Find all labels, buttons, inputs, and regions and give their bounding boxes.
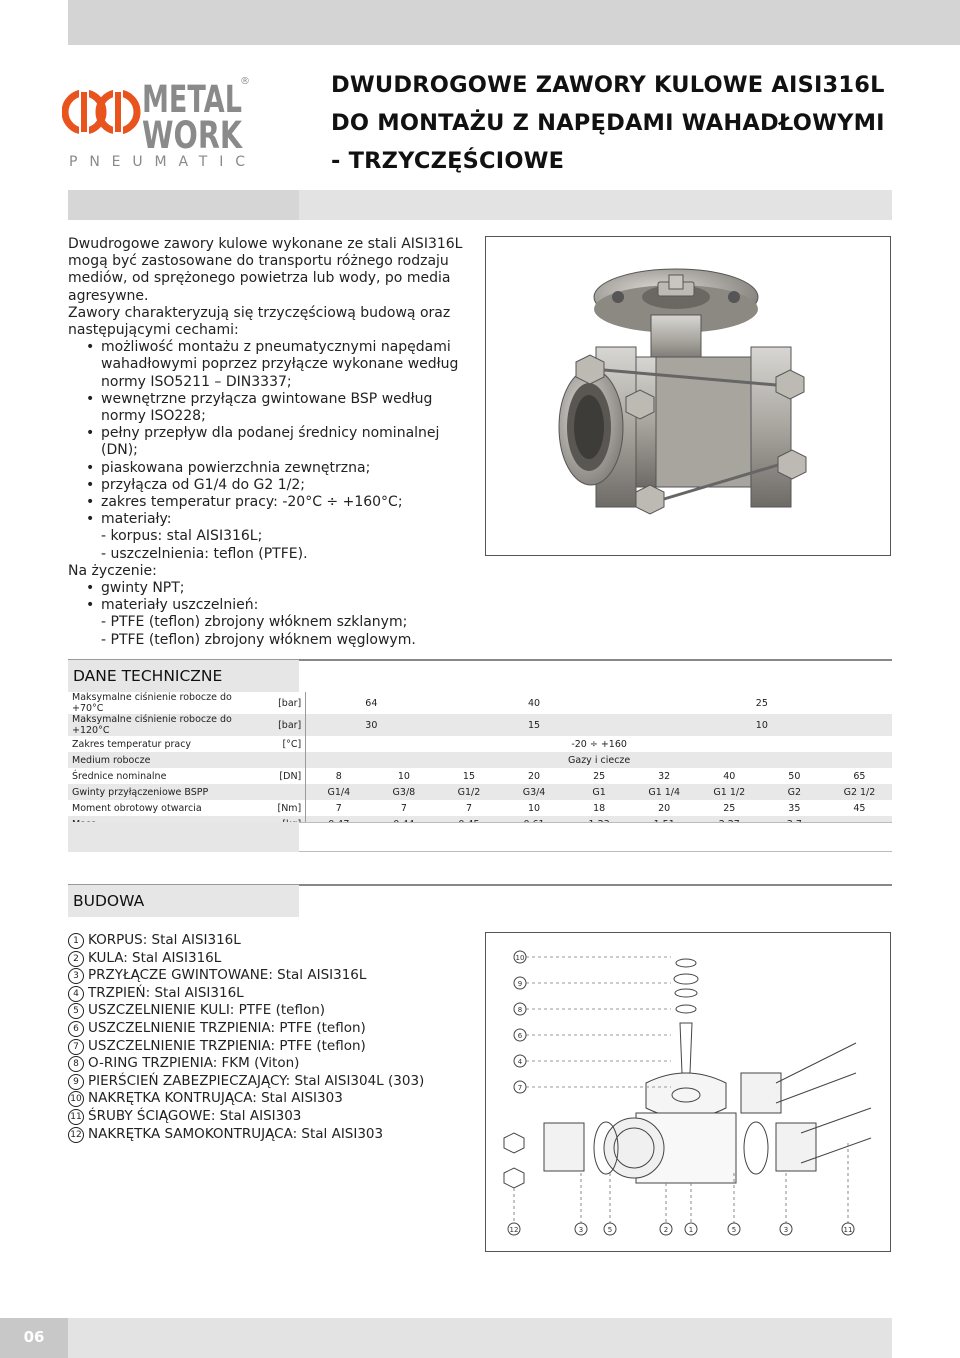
part-label: USZCZELNIENIE TRZPIENIA: PTFE (teflon) <box>88 1019 366 1036</box>
diagram-callout <box>604 1223 616 1235</box>
logo-word-work: WORK <box>142 114 244 157</box>
diagram-callout <box>728 1223 740 1235</box>
tech-row-label: Medium robocze <box>68 752 257 768</box>
part-number: 7 <box>68 1039 84 1055</box>
tech-cell: 64 <box>365 697 378 709</box>
tech-cell: 35 <box>788 802 801 814</box>
part-label: TRZPIEŃ: Stal AISI316L <box>88 984 244 1001</box>
diagram-callout <box>514 951 526 963</box>
page-number-box <box>0 1318 68 1358</box>
request-item: • gwinty NPT; <box>68 580 480 597</box>
tech-cell: 40 <box>527 697 541 709</box>
diagram-callout <box>575 1223 587 1235</box>
tech-title-box <box>68 659 299 692</box>
part-number: 10 <box>68 1091 84 1107</box>
tech-cell: 25 <box>723 802 736 814</box>
tech-cell: G3/4 <box>502 784 567 800</box>
tech-cell: 25 <box>593 770 606 782</box>
tech-cell: 45 <box>853 802 866 814</box>
tech-footer-right <box>299 822 892 852</box>
tech-cell: G3/8 <box>371 784 436 800</box>
diagram-callout-number: 9 <box>517 980 523 988</box>
budowa-title-rest <box>299 884 892 917</box>
metal-work-logo <box>62 70 252 170</box>
part-item <box>68 967 488 985</box>
request-sub-item: - PTFE (teflon) zbrojony włóknem szklanym; <box>101 614 408 631</box>
tech-cell: 10 <box>397 770 410 782</box>
logo-registered: ® <box>240 76 250 87</box>
page-title <box>331 66 931 180</box>
diagram-callout <box>514 977 526 989</box>
diagram-callout-number: 10 <box>515 954 525 962</box>
tech-cell: 30 <box>306 714 437 736</box>
tech-cell: G1/2 <box>436 784 501 800</box>
part-number: 3 <box>68 968 84 984</box>
part-number: 2 <box>68 951 84 967</box>
diagram-callout-number: 3 <box>578 1226 584 1234</box>
part-label: KORPUS: Stal AISI316L <box>88 932 241 948</box>
tech-cell: G1 1/2 <box>697 784 762 800</box>
diagram-callout <box>514 1055 526 1067</box>
diagram-callout-number: 4 <box>517 1058 523 1066</box>
tech-title-rest <box>299 659 892 692</box>
budowa-section-header <box>68 884 892 917</box>
part-label: PIERŚCIEŃ ZABEZPIECZAJĄCY: Stal AISI304L (303) <box>88 1072 425 1089</box>
feature-item: • piaskowana powierzchnia zewnętrzna; <box>68 460 480 477</box>
part-number: 9 <box>68 1074 84 1090</box>
diagram-callout <box>514 1081 526 1093</box>
header-divider-bar <box>68 190 892 220</box>
tech-row <box>68 692 892 714</box>
diagram-callout <box>514 1003 526 1015</box>
tech-table-footer <box>68 822 892 852</box>
budowa-title: BUDOWA <box>73 892 145 910</box>
tech-title: DANE TECHNICZNE <box>73 667 223 685</box>
tech-cell: -20 ÷ +160 <box>571 738 627 750</box>
feature-item: • wewnętrzne przyłącza gwintowane BSP według normy ISO228; <box>68 391 480 425</box>
feature-item: • zakres temperatur pracy: -20°C ÷ +160°C; <box>68 494 480 511</box>
diagram-callout-number: 6 <box>517 1032 523 1040</box>
part-label: NAKRĘTKA KONTRUJĄCA: Stal AISI303 <box>88 1090 343 1107</box>
valve-photo <box>485 236 891 556</box>
tech-cell: G2 1/2 <box>827 784 892 800</box>
title-line-3: - TRZYCZĘŚCIOWE <box>331 148 565 174</box>
tech-section-header <box>68 659 892 692</box>
tech-row-unit: [Nm] <box>257 800 306 816</box>
diagram-callout <box>780 1223 792 1235</box>
part-item <box>68 1055 488 1073</box>
diagram-callout <box>842 1223 854 1235</box>
part-label: ŚRUBY ŚCIĄGOWE: Stal AISI303 <box>88 1107 302 1124</box>
material-item: - uszczelnienia: teflon (PTFE). <box>101 545 308 562</box>
diagram-callout-number: 8 <box>517 1006 523 1014</box>
diagram-callout-number: 11 <box>843 1226 853 1234</box>
tech-cell: 20 <box>658 802 671 814</box>
request-title: Na życzenie: <box>68 562 157 579</box>
diagram-callout <box>508 1223 520 1235</box>
diagram-callout-number: 2 <box>663 1226 669 1234</box>
diagram-callout <box>514 1029 526 1041</box>
part-label: O-RING TRZPIENIA: FKM (Viton) <box>88 1055 300 1072</box>
material-item: - korpus: stal AISI316L; <box>101 528 263 545</box>
tech-cell: 10 <box>632 714 892 736</box>
tech-row-label: Moment obrotowy otwarcia <box>72 802 202 814</box>
part-item <box>68 1108 488 1126</box>
part-number: 6 <box>68 1021 84 1037</box>
tech-row-label: Średnice nominalne <box>72 770 167 782</box>
tech-cell: G1 <box>567 784 632 800</box>
feature-item: • możliwość montażu z pneumatycznymi napędami wahadłowymi poprzez przyłącze wykonane według normy ISO5211 – DIN3337; <box>68 339 480 391</box>
tech-row-unit: [DN] <box>257 768 306 784</box>
part-item <box>68 1126 488 1144</box>
intro-paragraph-1: Dwudrogowe zawory kulowe wykonane ze stali AISI316L mogą być zastosowane do transportu różnego rodzaju mediów, od sprężonego powietrza lub wody, po media agresywne. <box>68 236 463 304</box>
part-number: 5 <box>68 1003 84 1019</box>
parts-list <box>68 932 488 1143</box>
tech-row <box>68 768 892 784</box>
part-label: USZCZELNIENIE TRZPIENIA: PTFE (teflon) <box>88 1037 366 1054</box>
tech-row-unit: [°C] <box>257 736 306 752</box>
tech-table <box>68 692 892 832</box>
part-label: KULA: Stal AISI316L <box>88 949 222 966</box>
tech-row <box>68 752 892 768</box>
tech-cell: 7 <box>400 802 407 814</box>
request-sub-item: - PTFE (teflon) zbrojony włóknem węglowym. <box>101 631 416 648</box>
tech-cell: 15 <box>462 770 475 782</box>
part-number: 11 <box>68 1109 84 1125</box>
intro-text <box>68 236 480 649</box>
request-item: • materiały uszczelnień: <box>68 597 480 614</box>
tech-footer-left <box>68 822 299 852</box>
part-number: 1 <box>68 933 84 949</box>
tech-row-unit: [bar] <box>257 692 306 714</box>
tech-cell: Gazy i ciecze <box>306 752 892 768</box>
tech-row <box>68 714 892 736</box>
header-divider-left <box>68 190 299 220</box>
page-number: 06 <box>23 1328 45 1346</box>
tech-cell: 10 <box>527 802 541 814</box>
part-item <box>68 985 488 1003</box>
part-number: 12 <box>68 1127 84 1143</box>
budowa-title-box <box>68 884 299 917</box>
part-label: USZCZELNIENIE KULI: PTFE (teflon) <box>88 1002 326 1019</box>
part-label: NAKRĘTKA SAMOKONTRUJĄCA: Stal AISI303 <box>88 1125 384 1142</box>
tech-cell: 40 <box>723 770 736 782</box>
intro-paragraph-2: Zawory charakteryzują się trzyczęściową budową oraz następującymi cechami: <box>68 304 451 339</box>
logo-word-metal: METAL <box>142 78 242 121</box>
feature-item: • przyłącza od G1/4 do G2 1/2; <box>68 477 480 494</box>
part-item <box>68 1020 488 1038</box>
tech-cell: 18 <box>593 802 606 814</box>
tech-cell: 20 <box>527 770 541 782</box>
diagram-callout-number: 7 <box>517 1084 523 1092</box>
logo-subtitle: PNEUMATIC <box>69 154 245 170</box>
part-item <box>68 1090 488 1108</box>
feature-item: • pełny przepływ dla podanej średnicy nominalnej (DN); <box>68 425 480 459</box>
tech-row <box>68 736 892 752</box>
part-item <box>68 1038 488 1056</box>
tech-row-label: Maksymalne ciśnienie robocze do +120°C <box>68 714 257 736</box>
diagram-callout-number: 3 <box>783 1226 789 1234</box>
tech-row-unit: [bar] <box>257 714 306 736</box>
tech-row-unit <box>257 752 306 768</box>
tech-cell: 25 <box>755 697 768 709</box>
part-number: 4 <box>68 986 84 1002</box>
tech-row <box>68 800 892 816</box>
part-number: 8 <box>68 1056 84 1072</box>
part-item <box>68 950 488 968</box>
tech-cell: 7 <box>465 802 472 814</box>
tech-cell: G1/4 <box>306 784 372 800</box>
title-line-1: DWUDROGOWE ZAWORY KULOWE AISI316L <box>331 72 885 98</box>
feature-list <box>68 339 480 528</box>
top-bar <box>68 0 960 45</box>
tech-row <box>68 784 892 800</box>
tech-row-label: Gwinty przyłączeniowe BSPP <box>68 784 257 800</box>
tech-row-unit <box>257 784 306 800</box>
diagram-callout <box>660 1223 672 1235</box>
tech-cell: G1 1/4 <box>632 784 697 800</box>
tech-cell: G2 <box>762 784 827 800</box>
title-line-2: DO MONTAŻU Z NAPĘDAMI WAHADŁOWYMI <box>331 110 885 136</box>
part-item <box>68 1073 488 1091</box>
diagram-callout-number: 12 <box>509 1226 519 1234</box>
diagram-callout-number: 1 <box>688 1226 694 1234</box>
tech-cell: 32 <box>658 770 671 782</box>
request-list <box>68 580 480 614</box>
tech-cell: 65 <box>853 770 866 782</box>
diagram-callout-number: 5 <box>731 1226 737 1234</box>
tech-row-label: Maksymalne ciśnienie robocze do +70°C <box>72 692 232 714</box>
tech-cell: 8 <box>335 770 342 782</box>
part-item <box>68 1002 488 1020</box>
diagram-callout <box>685 1223 697 1235</box>
tech-cell: 7 <box>335 802 342 814</box>
footer-bar <box>68 1318 892 1358</box>
part-item <box>68 932 488 950</box>
feature-item: • materiały: <box>68 511 480 528</box>
tech-row-label: Zakres temperatur pracy <box>72 738 192 750</box>
part-label: PRZYŁĄCZE GWINTOWANE: Stal AISI316L <box>88 967 367 984</box>
tech-cell: 50 <box>788 770 801 782</box>
diagram-callout-number: 5 <box>607 1226 613 1234</box>
tech-cell: 15 <box>436 714 631 736</box>
exploded-diagram <box>485 932 891 1252</box>
